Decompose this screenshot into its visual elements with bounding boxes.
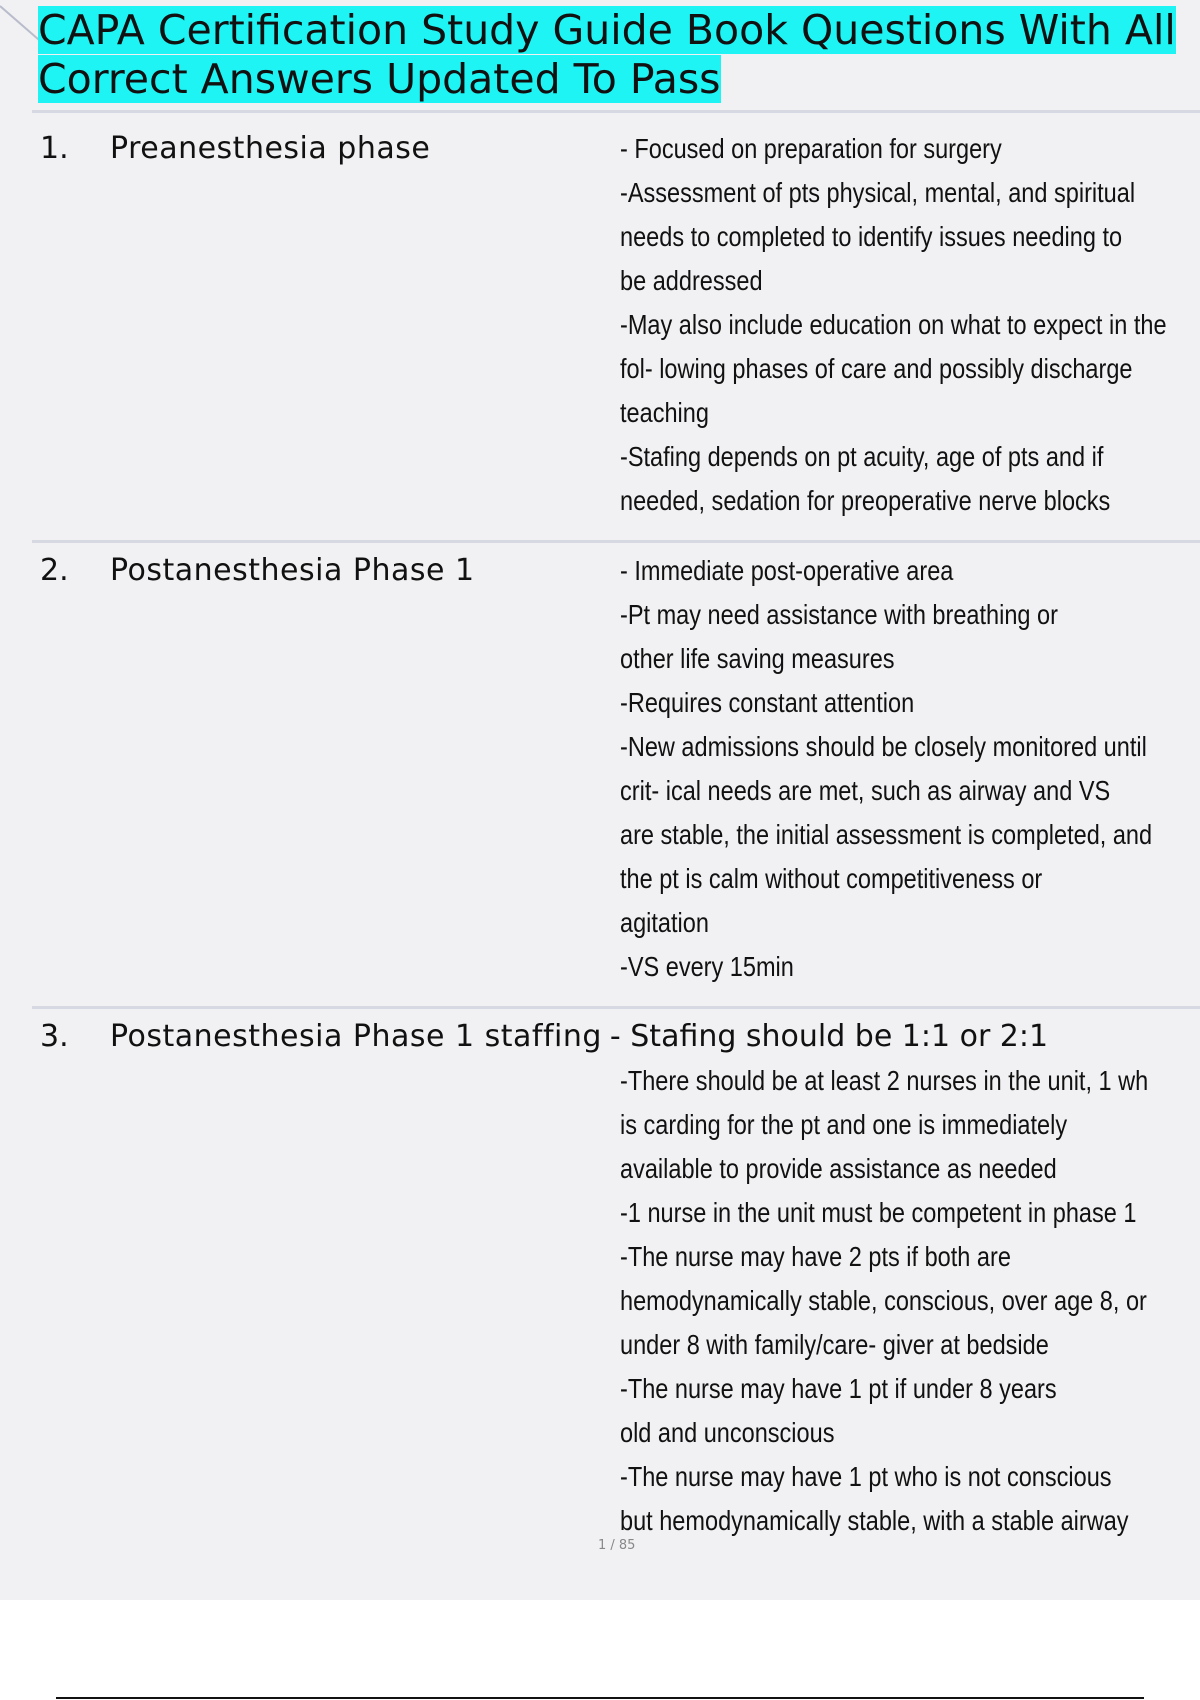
definition-line: crit- ical needs are met, such as airway and VS <box>620 775 1111 806</box>
footer-rule <box>56 1697 1144 1699</box>
entry-number: 2. <box>40 553 69 588</box>
entry-definition <box>620 127 1167 523</box>
definition-line: other life saving measures <box>620 643 895 674</box>
definition-line: be addressed <box>620 265 763 296</box>
definition-line: hemodynamically stable, conscious, over age 8, or <box>620 1285 1147 1316</box>
entry-number: 1. <box>40 131 69 166</box>
definition-line: agitation <box>620 907 709 938</box>
definition-line: teaching <box>620 397 709 428</box>
definition-line: fol- lowing phases of care and possibly discharge <box>620 353 1133 384</box>
definition-line: the pt is calm without competitiveness or <box>620 863 1043 894</box>
definition-line: -The nurse may have 1 pt if under 8 years <box>620 1373 1057 1404</box>
definition-line: -There should be at least 2 nurses in the unit, 1 wh <box>620 1065 1149 1096</box>
page-number: 1 / 85 <box>598 1538 636 1553</box>
entry-number: 3. <box>40 1019 69 1054</box>
definition-line: -Stafing depends on pt acuity, age of pts and if <box>620 441 1104 472</box>
definition-line: -Requires constant attention <box>620 687 915 718</box>
definition-line: -New admissions should be closely monitored until <box>620 731 1147 762</box>
definition-line: -Assessment of pts physical, mental, and spiritual <box>620 177 1136 208</box>
definition-line: are stable, the initial assessment is completed, and <box>620 819 1153 850</box>
section-divider <box>32 540 1200 543</box>
definition-line: -Pt may need assistance with breathing or <box>620 599 1058 630</box>
definition-line: -The nurse may have 2 pts if both are <box>620 1241 1011 1272</box>
entry-definition <box>620 549 1153 989</box>
section-divider <box>32 110 1200 113</box>
definition-line: needed, sedation for preoperative nerve blocks <box>620 485 1111 516</box>
definition-line: old and unconscious <box>620 1417 835 1448</box>
definition-line: - Immediate post-operative area <box>620 555 954 586</box>
definition-line: - Focused on preparation for surgery <box>620 133 1002 164</box>
definition-line: -The nurse may have 1 pt who is not conscious <box>620 1461 1112 1492</box>
definition-line: -VS every 15min <box>620 951 794 982</box>
definition-line: under 8 with family/care- giver at bedside <box>620 1329 1049 1360</box>
definition-lead-line: - Stafing should be 1:1 or 2:1 <box>609 1019 1049 1054</box>
entry-definition <box>609 1015 1149 1543</box>
definition-line: is carding for the pt and one is immediately <box>620 1109 1068 1140</box>
definition-line: -1 nurse in the unit must be competent in phase 1 <box>620 1197 1137 1228</box>
entry-term: Postanesthesia Phase 1 <box>110 553 475 588</box>
definition-line: needs to completed to identify issues needing to <box>620 221 1123 252</box>
definition-line: but hemodynamically stable, with a stable airway <box>620 1505 1129 1536</box>
definition-line: available to provide assistance as needed <box>620 1153 1057 1184</box>
entry-term: Postanesthesia Phase 1 staffing <box>110 1019 602 1054</box>
entry-term: Preanesthesia phase <box>110 131 431 166</box>
document-title: CAPA Certification Study Guide Book Questions With All Correct Answers Updated To Pass <box>38 6 1176 103</box>
section-divider <box>32 1006 1200 1009</box>
definition-line: -May also include education on what to expect in the <box>620 309 1167 340</box>
